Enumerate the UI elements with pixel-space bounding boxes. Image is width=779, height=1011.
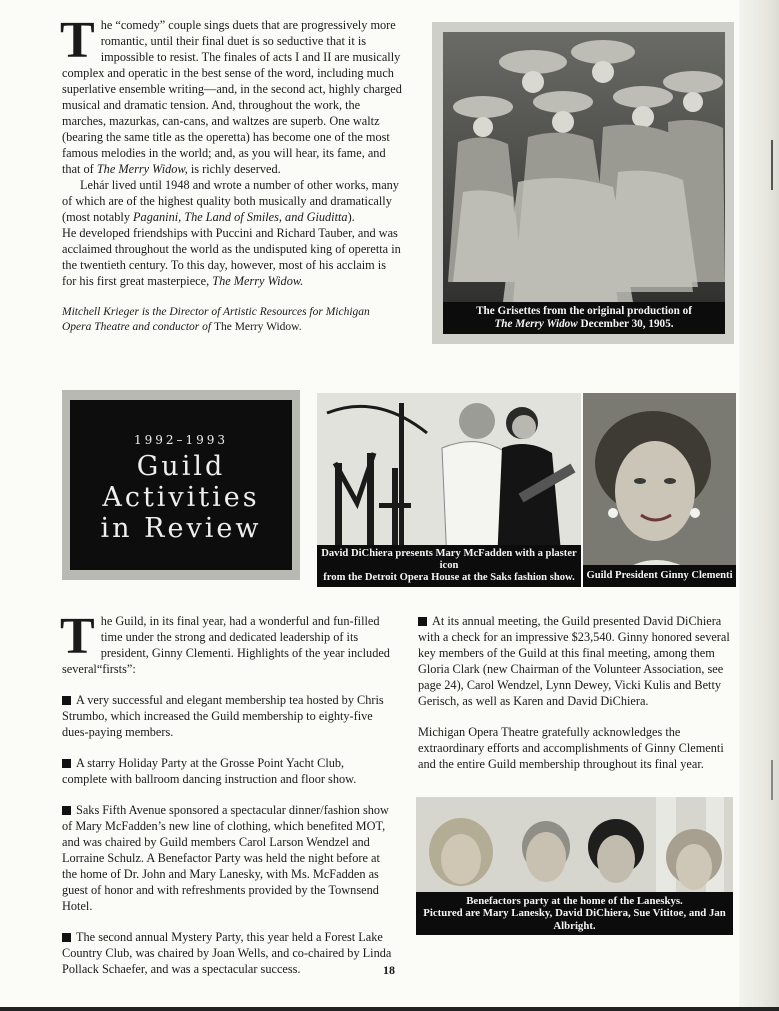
drop-cap: T (60, 12, 95, 69)
section-title-frame (62, 390, 300, 580)
drop-cap: T (60, 608, 95, 665)
guild-item (62, 692, 392, 740)
guild-right-column (418, 613, 744, 772)
guild-intro-text: he Guild, in its final year, had a wonderful and fun-filled time under the strong and dedicated leadership of its president, Ginny Clementi. Highlights of the year included several“firsts”: (62, 614, 390, 676)
intro-text-end: ). (347, 210, 355, 224)
guild-left-column (60, 608, 392, 977)
intro-paragraph-2 (62, 177, 402, 225)
benefactors-caption (416, 892, 733, 936)
closing-paragraph: Michigan Opera Theatre gratefully acknowledges the extraordinary efforts and accomplishments of Ginny Clementi and the entire Guild membership throughout its final year. (418, 725, 724, 771)
section-title-line: in Review (100, 513, 262, 544)
intro-text: he “comedy” couple sings duets that are progressively more romantic, until their final duet is so seductive that it is impossible to resist. The finales of acts I and II are musically complex and operatic in the best sense of the word, including much superlative ensemble writing—and, in the second act, highly charged musical and dramatic tension. And, throughout the work, the marches, mazurkas, can-cans, and waltzes are superb. One waltz (bearing the same title as the operetta) has become one of the most famous melodies in the world; and, as you will hear, its fame, and that of (62, 18, 402, 176)
bullet-icon (62, 759, 71, 768)
guild-item (62, 755, 392, 787)
works-list: Paganini, The Land of Smiles, and Giuditta (133, 210, 348, 224)
section-title-box (70, 400, 292, 570)
guild-item-text: The second annual Mystery Party, this year held a Forest Lake Country Club, was chaired by Joan Wells, and co-chaired by Linda Pollack Schaefer, and was a spectacular success. (62, 930, 392, 976)
caption-line: The Grisettes from the original production of (476, 305, 692, 317)
guild-item (62, 802, 392, 914)
caption-line: from the Detroit Opera House at the Saks fashion show. (323, 572, 575, 583)
intro-text-end: is richly deserved. (187, 162, 281, 176)
page-number: 18 (383, 963, 395, 977)
president-portrait (583, 393, 736, 587)
mcfadden-caption (317, 545, 581, 587)
intro-paragraph-3 (62, 225, 402, 289)
edge-mark (771, 140, 773, 190)
bullet-icon (62, 806, 71, 815)
president-caption: Guild President Ginny Clementi (583, 565, 736, 587)
byline-text: Mitchell Krieger is the Director of Artistic Resources for Michigan Opera Theatre and conductor of (62, 306, 370, 333)
intro-text: Lehár lived until 1948 and wrote a number of other works, many of which are of the highest quality both musically and dramatically (most notably (62, 178, 399, 224)
author-byline (62, 305, 402, 335)
opera-title: The Merry Widow. (212, 274, 304, 288)
section-title-line: Guild (136, 451, 226, 482)
bottom-rule (0, 1007, 779, 1011)
guild-item-text: At its annual meeting, the Guild presented David DiChiera with a check for an impressive $23,540. Ginny honored several key members of the Guild at this final meeting, among them Gloria Clark (new Chairman of the Volunteer Association, see page 24), Carol Wendzel, Lynn Dewey, Vicki Kulis and Betty Gerisch, as well as Karen and David DiChiera. (418, 614, 730, 708)
caption-date: December 30, 1905. (577, 318, 674, 330)
caption-line: Benefactors party at the home of the Laneskys. (466, 894, 683, 907)
opera-title: The Merry Widow, (96, 162, 188, 176)
caption-opera-title: The Merry Widow (494, 318, 578, 330)
intro-text: He developed friendships with Puccini and Richard Tauber, and was acclaimed throughout the world as the undisputed king of operetta in the twentieth century. To this day, however, most of his acclaim is for his first great masterpiece, (62, 226, 401, 288)
president-photo (583, 393, 736, 587)
guild-item (62, 929, 392, 977)
intro-paragraph-1 (60, 12, 402, 177)
edge-mark (771, 760, 773, 800)
guild-item-text: A very successful and elegant membership tea hosted by Chris Strumbo, which increased the Guild membership to eighty-five dues-paying members. (62, 693, 384, 739)
grisettes-image (443, 32, 725, 334)
bullet-icon (62, 696, 71, 705)
intro-column (60, 12, 402, 335)
section-title-line: Activities (102, 482, 260, 513)
guild-item-text: Saks Fifth Avenue sponsored a spectacular dinner/fashion show of Mary McFadden’s new line of clothing, which benefited MOT, and was chaired by Guild members Carol Larson Wendzel and Lorraine Schulz. A Benefactor Party was held the night before at the home of Dr. John and Mary Lanesky, with Ms. McFadden as guest of honor and with refreshments provided by the Townsend Hotel. (62, 803, 389, 913)
bullet-icon (62, 933, 71, 942)
grisettes-caption (443, 302, 725, 334)
guild-intro (60, 608, 392, 677)
section-years: 1992–1993 (133, 433, 229, 447)
grisettes-photo (443, 32, 725, 334)
mcfadden-photo (317, 393, 581, 587)
byline-title: The Merry Widow. (213, 321, 302, 333)
caption-line: David DiChiera presents Mary McFadden with a plaster icon (321, 548, 577, 571)
caption-line (447, 318, 721, 331)
page-edge (739, 0, 779, 1011)
bullet-icon (418, 617, 427, 626)
guild-item (418, 613, 744, 709)
caption-line: Pictured are Mary Lanesky, David DiChiera, Sue Vititoe, and Jan Albright. (423, 907, 726, 932)
benefactors-photo (416, 797, 733, 935)
guild-item-text: A starry Holiday Party at the Grosse Point Yacht Club, complete with ballroom dancing instruction and floor show. (62, 756, 357, 786)
